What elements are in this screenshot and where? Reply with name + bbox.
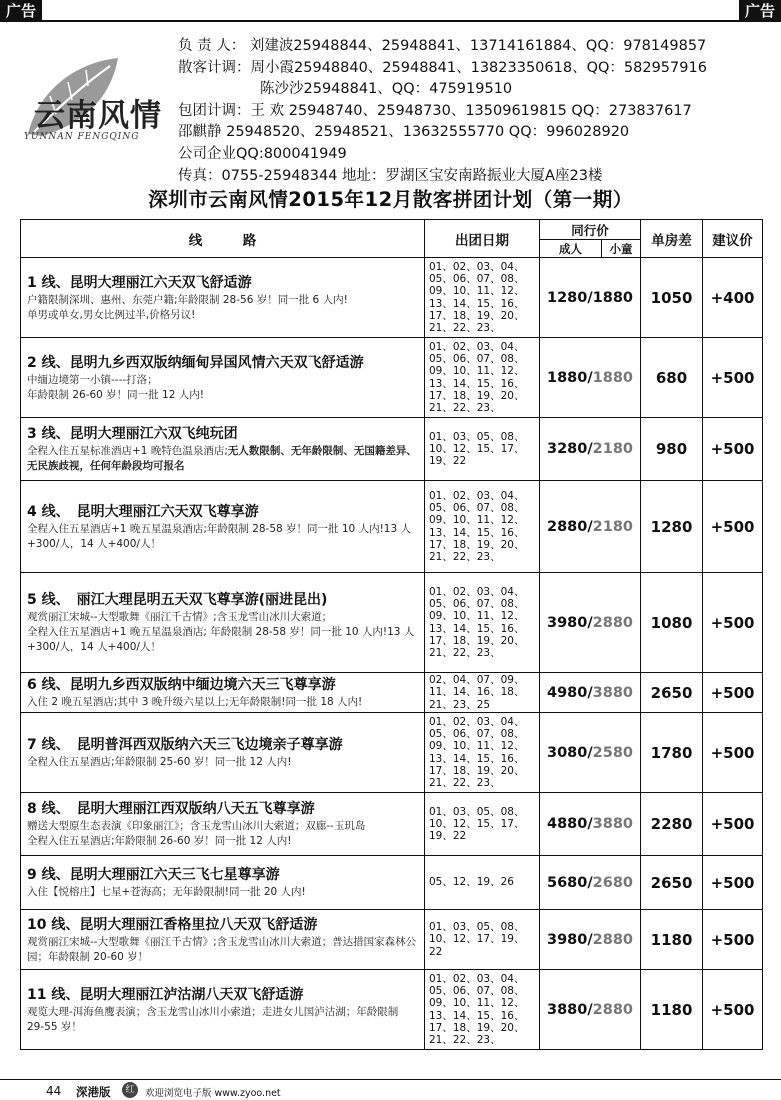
child-price: 2180 (592, 518, 634, 535)
contact-block (178, 36, 768, 187)
room-diff-cell: 2650 (641, 673, 703, 713)
price-cell: 4880/3880 (540, 793, 641, 856)
route-title: 6 线、昆明九乡西双版纳中缅边境六天三飞尊享游 (27, 677, 336, 693)
route-desc: 全程入住五星酒店+1 晚五星温泉酒店; 年龄限制 28-58 岁！同一批 10 人内!13 人+300/人，14 人+400/人！ (27, 626, 415, 653)
adult-price: 3280 (547, 441, 588, 457)
child-price: 2880 (592, 931, 634, 948)
ad-label-right: 广告 (739, 0, 781, 22)
price-cell: 5680/2680 (540, 856, 641, 910)
brand-logo (20, 56, 170, 156)
table-row (21, 338, 763, 418)
route-desc-part: 全程入住五星标准酒店+1 晚特色温泉酒店; (27, 445, 228, 457)
dates-cell: 05、12、19、26 (425, 856, 540, 910)
room-diff-cell: 1280 (641, 481, 703, 573)
adult-price: 4980 (547, 684, 588, 701)
adult-price: 1880 (547, 369, 588, 386)
dates-cell: 01、02、03、04、05、06、07、08、09、10、11、12、13、14、15、16、17、18、19、20、21、22、23、 (425, 481, 540, 573)
room-diff-cell: 1180 (641, 910, 703, 970)
child-price: 3880 (592, 816, 634, 832)
route-title: 1 线、昆明大理丽江六天双飞舒适游 (27, 274, 252, 291)
child-price: 3880 (592, 684, 634, 701)
contact-line: 邵麒静 25948520、25948521、13632555770 QQ：996028920 (178, 124, 630, 141)
header-peer-price: 同行价 (540, 220, 641, 240)
suggested-cell: +500 (703, 481, 763, 573)
tour-plan-table (20, 219, 763, 1050)
route-title: 4 线、 昆明大理丽江六天双飞尊享游 (27, 503, 259, 520)
route-title: 2 线、昆明九乡西双版纳缅甸异国风情六天双飞舒适游 (27, 354, 364, 371)
header-suggested: 建议价 (703, 220, 763, 258)
dates-cell: 01、02、03、04、05、06、07、08、09、10、11、12、13、14、15、16、17、18、19、20、21、22、23、 (425, 338, 540, 418)
table-row (21, 573, 763, 673)
route-desc: 户籍限制深圳、惠州、东莞户籍;年龄限制 28-56 岁！同一批 6 人内! (27, 293, 348, 306)
route-cell (21, 713, 425, 793)
room-diff-cell: 680 (641, 338, 703, 418)
footer-tip: 欢迎浏览电子版 www.zyoo.net (145, 1088, 281, 1099)
route-cell (21, 481, 425, 573)
route-desc: 中缅边境第一小镇----打洛； (27, 373, 158, 386)
route-title: 5 线、 丽江大理昆明五天双飞尊享游(丽进昆出) (27, 592, 328, 608)
suggested-cell: +500 (703, 673, 763, 713)
price-cell: 3280/2180 (540, 418, 641, 481)
dates-cell: 01、03、05、08、10、12、15、17、19、22 (425, 793, 540, 856)
room-diff-cell: 1180 (641, 970, 703, 1050)
edition-badge-icon: 红 (122, 1082, 138, 1098)
route-title: 10 线、昆明大理丽江香格里拉八天双飞舒适游 (27, 916, 318, 933)
route-cell (21, 793, 425, 856)
dates-cell: 01、02、03、04、05、06、07、08、09、10、11、12、13、14、15、16、17、18、19、20、21、22、23、 (425, 258, 540, 338)
route-desc: 观览大理-洱海鱼鹰表演；含玉龙雪山冰川小索道；走进女儿国泸沽湖；年龄限制 29-55 岁！ (27, 1005, 399, 1033)
route-cell (21, 573, 425, 673)
route-desc: 全程入住五星酒店;年龄限制 25-60 岁！同一批 12 人内! (27, 756, 292, 768)
dates-cell: 01、02、03、04、05、06、07、08、09、10、11、12、13、14、15、16、17、18、19、20、21、22、23、 (425, 573, 540, 673)
adult-price: 2880 (547, 518, 588, 535)
header-child: 小童 (602, 240, 641, 258)
route-title: 9 线、昆明大理丽江六天三飞七星尊享游 (27, 867, 280, 883)
contact-line: 包团计调：王 欢 25948740、25948730、13509619815 QQ：273837617 (178, 102, 692, 119)
route-cell (21, 673, 425, 713)
contact-line: 散客计调：周小霞25948840、25948841、13823350618、QQ：582957916 (178, 59, 707, 76)
room-diff-cell: 1050 (641, 258, 703, 338)
table-row (21, 418, 763, 481)
adult-price: 4880 (547, 816, 588, 832)
route-desc: 全程入住五星酒店;年龄限制 26-60 岁！同一批 12 人内! (27, 835, 292, 847)
room-diff-cell: 2650 (641, 856, 703, 910)
child-price: 1880 (592, 369, 634, 386)
route-desc-emphasis: 无人数限制、无年龄限制、无国籍差异、无民族歧视，任何年龄段均可报名 (27, 445, 417, 472)
route-title: 7 线、 昆明普洱西双版纳六天三飞边境亲子尊享游 (27, 737, 343, 753)
child-price: 2180 (592, 441, 634, 457)
table-row (21, 258, 763, 338)
route-desc: 入住 2 晚五星酒店;其中 3 晚升级六星以上;无年龄限制!同一批 18 人内! (27, 696, 363, 708)
suggested-cell: +400 (703, 258, 763, 338)
suggested-cell: +500 (703, 970, 763, 1050)
edition-label: 深港版 (76, 1085, 111, 1099)
child-price: 2580 (592, 744, 634, 761)
table-row (21, 856, 763, 910)
child-price: 2880 (592, 614, 634, 631)
dates-cell: 01、02、03、04、05、06、07、08、09、10、11、12、13、14、15、16、17、18、19、20、21、22、23、 (425, 970, 540, 1050)
dates-cell: 01、03、05、08、10、12、17、19、22 (425, 910, 540, 970)
route-desc: 全程入住五星酒店+1 晚五星温泉酒店;年龄限制 28-58 岁！同一批 10 人内!13 人+300/人，14 人+400/人！ (27, 522, 411, 550)
dates-cell: 01、02、03、04、05、06、07、08、09、10、11、12、13、14、15、16、17、18、19、20、21、22、23、 (425, 713, 540, 793)
page-title: 深圳市云南风情2015年12月散客拼团计划（第一期） (148, 188, 633, 211)
price-cell: 1280/1880 (540, 258, 641, 338)
route-desc (27, 444, 418, 474)
route-title: 8 线、 昆明大理丽江西双版纳八天五飞尊享游 (27, 801, 315, 817)
child-price: 2880 (592, 1001, 634, 1018)
child-price: 2680 (592, 874, 634, 891)
room-diff-cell: 1080 (641, 573, 703, 673)
price-cell: 3980/2880 (540, 910, 641, 970)
suggested-cell: +500 (703, 338, 763, 418)
dates-cell: 02、04、07、09、11、14、16、18、21、23、25 (425, 673, 540, 713)
contact-line: 陈沙沙25948841、QQ：475919510 (260, 81, 513, 98)
header-room-diff: 单房差 (641, 220, 703, 258)
adult-price: 3880 (547, 1001, 588, 1018)
route-cell (21, 418, 425, 481)
route-desc: 观赏丽江宋城--大型歌舞《丽江千古情》;含玉龙雪山冰川大索道；普达措国家森林公园；年龄限制 20-60 岁！ (27, 935, 417, 963)
adult-price: 5680 (547, 874, 588, 891)
table-row (21, 673, 763, 713)
header-adult: 成人 (540, 240, 602, 258)
route-title: 11 线、昆明大理丽江泸沽湖八天双飞舒适游 (27, 986, 304, 1003)
route-desc: 赠送大型原生态表演《印象丽江》；含玉龙雪山冰川大索道；双廊--玉玑岛 (27, 820, 366, 832)
route-desc: 入住【悦榕庄】七星+苍海高；无年龄限制!同一批 20 人内! (27, 886, 306, 898)
route-cell (21, 338, 425, 418)
table-row (21, 481, 763, 573)
suggested-cell: +500 (703, 713, 763, 793)
logo-pinyin: YUNNAN FENGQING (24, 132, 140, 142)
route-cell (21, 856, 425, 910)
route-title: 3 线、昆明大理丽江六双飞纯玩团 (27, 426, 238, 442)
route-desc: 单男或单女,男女比例过半,价格另议! (27, 308, 196, 321)
table-row (21, 793, 763, 856)
table-row (21, 713, 763, 793)
contact-line: 传真：0755-25948344 地址：罗湖区宝安南路振业大厦A座23楼 (178, 167, 603, 184)
route-cell (21, 910, 425, 970)
price-cell: 4980/3880 (540, 673, 641, 713)
logo-name: 云南风情 (34, 98, 162, 134)
suggested-cell: +500 (703, 910, 763, 970)
price-cell: 2880/2180 (540, 481, 641, 573)
footer-rule (0, 1079, 781, 1080)
price-cell: 3080/2580 (540, 713, 641, 793)
suggested-cell: +500 (703, 418, 763, 481)
contact-line: 负 责 人： 刘建波25948844、25948841、13714161884、QQ：978149857 (178, 38, 707, 54)
page-number: 44 (46, 1084, 62, 1098)
header-date: 出团日期 (425, 220, 540, 258)
table-row (21, 910, 763, 970)
adult-price: 3980 (547, 614, 588, 631)
price-cell: 3980/2880 (540, 573, 641, 673)
room-diff-cell: 1780 (641, 713, 703, 793)
contact-line: 公司企业QQ:800041949 (178, 145, 347, 162)
route-desc: 年龄限制 26-60 岁！同一批 12 人内! (27, 388, 204, 401)
ad-label-left: 广告 (0, 0, 42, 22)
table-row (21, 970, 763, 1050)
room-diff-cell: 980 (641, 418, 703, 481)
route-desc: 观赏丽江宋城--大型歌舞《丽江千古情》;含玉龙雪山冰川大索道； (27, 611, 333, 623)
adult-price: 3980 (547, 931, 588, 948)
suggested-cell: +500 (703, 573, 763, 673)
suggested-cell: +500 (703, 856, 763, 910)
price-cell: 3880/2880 (540, 970, 641, 1050)
price-cell: 1880/1880 (540, 338, 641, 418)
adult-price: 1280 (547, 289, 588, 306)
child-price: 1880 (592, 289, 634, 306)
page-footer (0, 1079, 781, 1100)
room-diff-cell: 2280 (641, 793, 703, 856)
header-route: 线 路 (21, 220, 425, 258)
dates-cell: 01、03、05、08、10、12、15、17、19、22 (425, 418, 540, 481)
route-cell (21, 258, 425, 338)
adult-price: 3080 (547, 744, 588, 761)
route-cell (21, 970, 425, 1050)
suggested-cell: +500 (703, 793, 763, 856)
top-rule (0, 20, 781, 22)
